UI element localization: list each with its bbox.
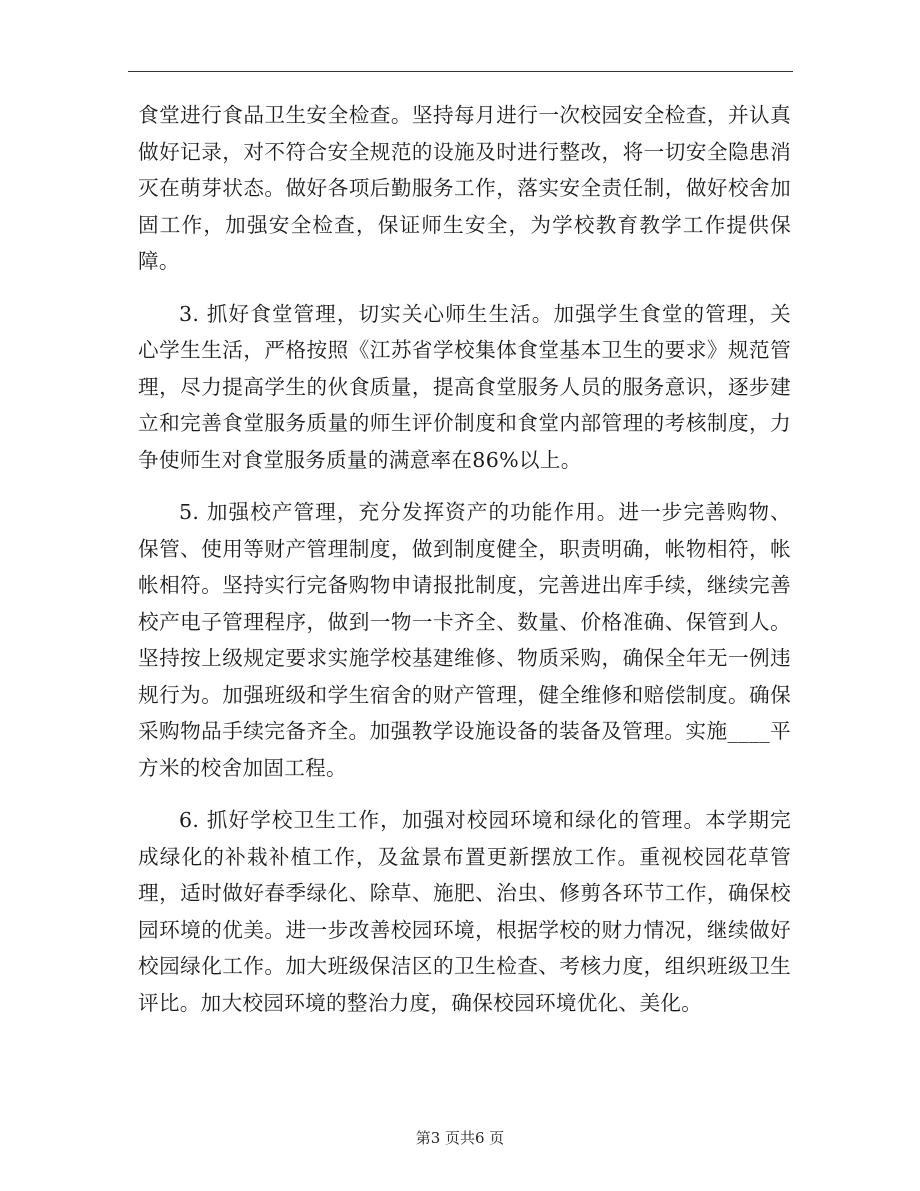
paragraph-continuation: 食堂进行食品卫生安全检查。坚持每月进行一次校园安全检查，并认真做好记录，对不符合安全规范的设施及时进行整改，将一切安全隐患消灭在萌芽状态。做好各项后勤服务工作，落实安全责任制，做好校舍加固工作，加强安全检查，保证师生安全，为学校教育教学工作提供保障。 (138, 103, 791, 273)
header-rule (128, 71, 793, 72)
paragraph-item-5: 5. 加强校产管理，充分发挥资产的功能作用。进一步完善购物、保管、使用等财产管理制度，做到制度健全，职责明确，帐物相符，帐帐相符。坚持实行完备购物申请报批制度，完善进出库手续，继续完善校产电子管理程序，做到一物一卡齐全、数量、价格准确、保管到人。坚持按上级规定要求实施学校基建维修、物质采购，确保全年无一例违规行为。加强班级和学生宿舍的财产管理，健全维修和赔偿制度。确保采购物品手续完备齐全。加强教学设施设备的装备及管理。实施____平方米的校舍加固工程。 (138, 500, 791, 780)
document-body (138, 97, 791, 1021)
paragraph-item-3: 3. 抓好食堂管理，切实关心师生生活。加强学生食堂的管理，关心学生生活，严格按照《江苏省学校集体食堂基本卫生的要求》规范管理，尽力提高学生的伙食质量，提高食堂服务人员的服务意识，逐步建立和完善食堂服务质量的师生评价制度和食堂内部管理的考核制度，力争使师生对食堂服务质量的满意率在86%以上。 (138, 301, 791, 472)
paragraph-item-6: 6. 抓好学校卫生工作，加强对校园环境和绿化的管理。本学期完成绿化的补栽补植工作，及盆景布置更新摆放工作。重视校园花草管理，适时做好春季绿化、除草、施肥、治虫、修剪各环节工作，确保校园环境的优美。进一步改善校园环境，根据学校的财力情况，继续做好校园绿化工作。加大班级保洁区的卫生检查、考核力度，组织班级卫生评比。加大校园环境的整治力度，确保校园环境优化、美化。 (138, 808, 791, 1015)
page-number: 第3 页共6 页 (415, 1129, 505, 1147)
